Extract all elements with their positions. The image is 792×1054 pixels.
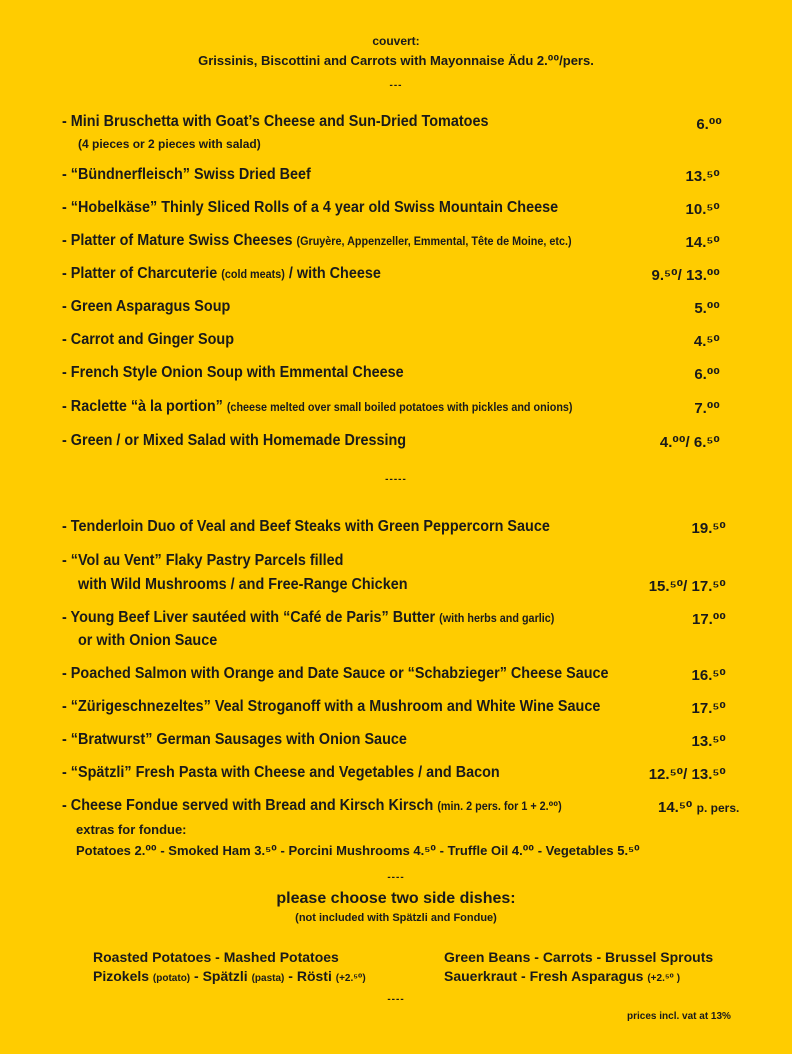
item-price: 10.⁵⁰ — [685, 201, 720, 218]
couvert-label: couvert: — [372, 34, 420, 48]
item-price: 13.⁵⁰ — [685, 168, 720, 185]
menu-item: - Green Asparagus Soup — [62, 298, 231, 315]
sides-left-line1: Roasted Potatoes - Mashed Potatoes — [93, 949, 339, 965]
menu-item: - Platter of Charcuterie (cold meats) / with Cheese — [62, 265, 381, 282]
sides-right-line1: Green Beans - Carrots - Brussel Sprouts — [444, 949, 714, 965]
menu-item: - “Vol au Vent” Flaky Pastry Parcels filled — [62, 552, 344, 569]
menu-item: - “Bündnerfleisch” Swiss Dried Beef — [62, 166, 311, 183]
menu-item: - Raclette “à la portion” (cheese melted over small boiled potatoes with pickles and onions) — [62, 398, 573, 415]
couvert-line: Grissinis, Biscottini and Carrots with Mayonnaise Ädu 2.⁰⁰/pers. — [198, 53, 594, 68]
item-price: 14.⁵⁰ p. pers. — [658, 799, 740, 816]
item-price: 13.⁵⁰ — [691, 733, 726, 750]
sides-title: please choose two side dishes: — [276, 890, 516, 907]
menu-item: - Green / or Mixed Salad with Homemade Dressing — [62, 432, 407, 449]
item-price: 5.⁰⁰ — [694, 300, 720, 317]
item-price: 17.⁵⁰ — [691, 700, 726, 717]
vat-footnote: prices incl. vat at 13% — [627, 1011, 731, 1022]
menu-item: - Platter of Mature Swiss Cheeses (Gruyère, Appenzeller, Emmental, Tête de Moine, etc.) — [62, 232, 572, 249]
fondue-extras-label: extras for fondue: — [76, 822, 187, 837]
item-price: 14.⁵⁰ — [685, 234, 720, 251]
item-price: 19.⁵⁰ — [691, 520, 726, 537]
item-price: 15.⁵⁰/ 17.⁵⁰ — [648, 578, 726, 595]
sides-note: (not included with Spätzli and Fondue) — [295, 912, 497, 924]
sides-right-line2: Sauerkraut - Fresh Asparagus (+2.⁵⁰ ) — [444, 968, 681, 984]
menu-item: - Mini Bruschetta with Goat’s Cheese and Sun-Dried Tomatoes — [62, 113, 489, 130]
item-price: 4.⁵⁰ — [693, 333, 720, 350]
item-price: 9.⁵⁰/ 13.⁰⁰ — [651, 267, 720, 284]
item-price: 6.⁰⁰ — [694, 366, 720, 383]
menu-item: - “Zürigeschnezeltes” Veal Stroganoff with a Mushroom and White Wine Sauce — [62, 698, 601, 715]
separator: --- — [389, 80, 403, 91]
separator: ---- — [387, 994, 405, 1005]
item-price: 16.⁵⁰ — [691, 667, 726, 684]
menu-item: - Young Beef Liver sautéed with “Café de Paris” Butter (with herbs and garlic) — [62, 609, 555, 626]
menu-item-line2: or with Onion Sauce — [78, 632, 218, 649]
item-price: 7.⁰⁰ — [694, 400, 720, 417]
item-price: 12.⁵⁰/ 13.⁵⁰ — [648, 766, 726, 783]
menu-item: - French Style Onion Soup with Emmental Cheese — [62, 364, 404, 381]
item-price: 6.⁰⁰ — [696, 116, 722, 133]
item-note: (4 pieces or 2 pieces with salad) — [78, 137, 261, 151]
separator: ---- — [387, 872, 405, 883]
item-price: 17.⁰⁰ — [692, 611, 726, 628]
separator: ----- — [385, 474, 407, 485]
menu-item: - Cheese Fondue served with Bread and Kirsch Kirsch (min. 2 pers. for 1 + 2.⁰⁰) — [62, 797, 562, 814]
item-price: 4.⁰⁰/ 6.⁵⁰ — [659, 434, 720, 451]
menu-item: - Tenderloin Duo of Veal and Beef Steaks with Green Peppercorn Sauce — [62, 518, 550, 535]
menu-item-line2: with Wild Mushrooms / and Free-Range Chicken — [78, 576, 408, 593]
sides-left-line2: Pizokels (potato) - Spätzli (pasta) - Rösti (+2.⁵⁰) — [93, 968, 366, 984]
menu-item: - “Spätzli” Fresh Pasta with Cheese and Vegetables / and Bacon — [62, 764, 500, 781]
menu-item: - “Bratwurst” German Sausages with Onion Sauce — [62, 731, 407, 748]
fondue-extras-line: Potatoes 2.⁰⁰ - Smoked Ham 3.⁵⁰ - Porcini Mushrooms 4.⁵⁰ - Truffle Oil 4.⁰⁰ - Vegetables 5.⁵⁰ — [76, 843, 640, 858]
menu-item: - Poached Salmon with Orange and Date Sauce or “Schabzieger” Cheese Sauce — [62, 665, 609, 682]
menu-item: - “Hobelkäse” Thinly Sliced Rolls of a 4 year old Swiss Mountain Cheese — [62, 199, 559, 216]
menu-item: - Carrot and Ginger Soup — [62, 331, 235, 348]
